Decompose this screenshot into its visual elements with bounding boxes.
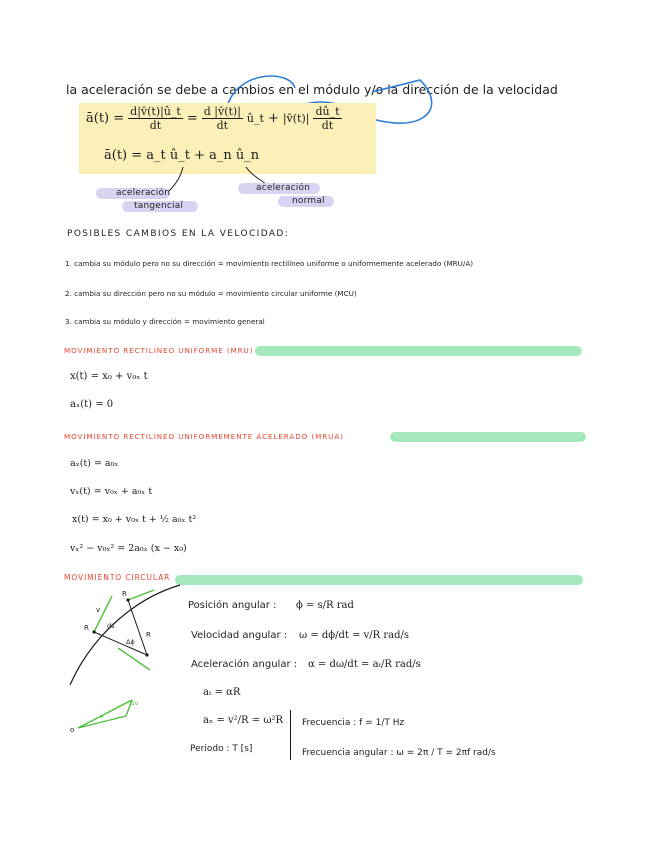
changes-item-1: 1. cambia su módulo pero no su dirección = movimiento rectilíneo uniforme o uniformemente acelerado (MRU/A)	[65, 259, 474, 268]
formula-equals: =	[186, 111, 198, 126]
circular-pos-label: Posición angular :	[188, 600, 277, 611]
diagram-label-dv: Δv	[130, 699, 139, 707]
formula-lhs: ā(t) =	[86, 111, 125, 126]
diagram-label-r-top: R	[122, 590, 127, 598]
circular-freq-ang: Frecuencia angular : ω = 2π / T = 2πf rad/s	[302, 748, 496, 758]
diagram-label-r-left: R	[84, 624, 89, 632]
formula-term2-unit: û_t	[246, 112, 264, 125]
label-normal-1: aceleración	[256, 183, 311, 193]
circular-acc-label: Aceleración angular :	[191, 659, 298, 670]
circular-heading: MOVIMIENTO CIRCULAR	[64, 573, 171, 582]
formula-term1-den: dt	[149, 119, 162, 132]
diagram-label-r-right: R	[146, 631, 151, 639]
changes-item-3: 3. cambia su módulo y dirección = movimiento general	[65, 317, 265, 326]
diagram-label-ds: ds	[107, 622, 115, 630]
circular-period: Periodo : T [s]	[190, 744, 253, 754]
mru-heading: MOVIMIENTO RECTILÍNEO UNIFORME (MRU)	[64, 346, 254, 355]
mru-eq-1: x(t) = x₀ + v₀ₓ t	[70, 371, 148, 382]
intro-line: la aceleración se debe a cambios en el módulo y/o la dirección de la velocidad	[66, 82, 558, 97]
changes-item-2: 2. cambia su dirección pero no su módulo = movimiento circular uniforme (MCU)	[65, 289, 357, 298]
circular-acc-eq: α = dω/dt = aₜ/R rad/s	[308, 659, 421, 670]
formula-term3: |v̄(t)|	[282, 112, 310, 125]
circular-an-eq: aₙ = v²/R = ω²R	[203, 715, 284, 726]
changes-heading: POSIBLES CAMBIOS EN LA VELOCIDAD:	[67, 229, 290, 239]
mrua-eq-3: x(t) = x₀ + v₀ₓ t + ½ a₀ₓ t²	[72, 514, 197, 525]
diagram-label-vec: v	[100, 712, 104, 720]
circular-vel-label: Velocidad angular :	[191, 630, 288, 641]
formula-term2-den: dt	[216, 119, 229, 132]
formula-term3-num: dû_t	[315, 105, 340, 118]
diagram-label-dtheta: Δϕ	[126, 638, 135, 646]
diagram-label-o: o	[70, 726, 75, 734]
circular-pos-eq: ϕ = s/R rad	[296, 600, 354, 611]
mrua-heading: MOVIMIENTO RECTILÍNEO UNIFORMEMENTE ACELERADO (MRUA)	[64, 432, 344, 441]
mru-eq-2: aₓ(t) = 0	[70, 399, 114, 410]
formula-term1-num: d|v̄(t)|û_t	[130, 105, 181, 118]
circular-vel-eq: ω = dϕ/dt = v/R rad/s	[299, 630, 410, 641]
formula-term2-num: d |v̄(t)|	[203, 105, 241, 118]
circular-at-eq: aₜ = αR	[203, 687, 241, 698]
formula-term3-den: dt	[321, 119, 334, 132]
label-tangential-2: tangencial	[134, 201, 184, 211]
formula-components: ā(t) = a_t û_t + a_n û_n	[104, 148, 260, 163]
diagram-label-v: v	[96, 606, 101, 614]
mrua-eq-2: vₓ(t) = v₀ₓ + a₀ₓ t	[70, 486, 153, 497]
label-tangential-1: aceleración	[116, 188, 171, 198]
circular-divider	[290, 710, 291, 760]
mrua-eq-4: vₓ² − v₀ₓ² = 2a₀ₓ (x − x₀)	[70, 543, 187, 554]
mrua-eq-1: aₓ(t) = a₀ₓ	[70, 458, 119, 469]
label-normal-2: normal	[292, 196, 325, 206]
circular-freq: Frecuencia : f = 1/T Hz	[302, 718, 405, 728]
formula-plus: +	[267, 111, 279, 126]
